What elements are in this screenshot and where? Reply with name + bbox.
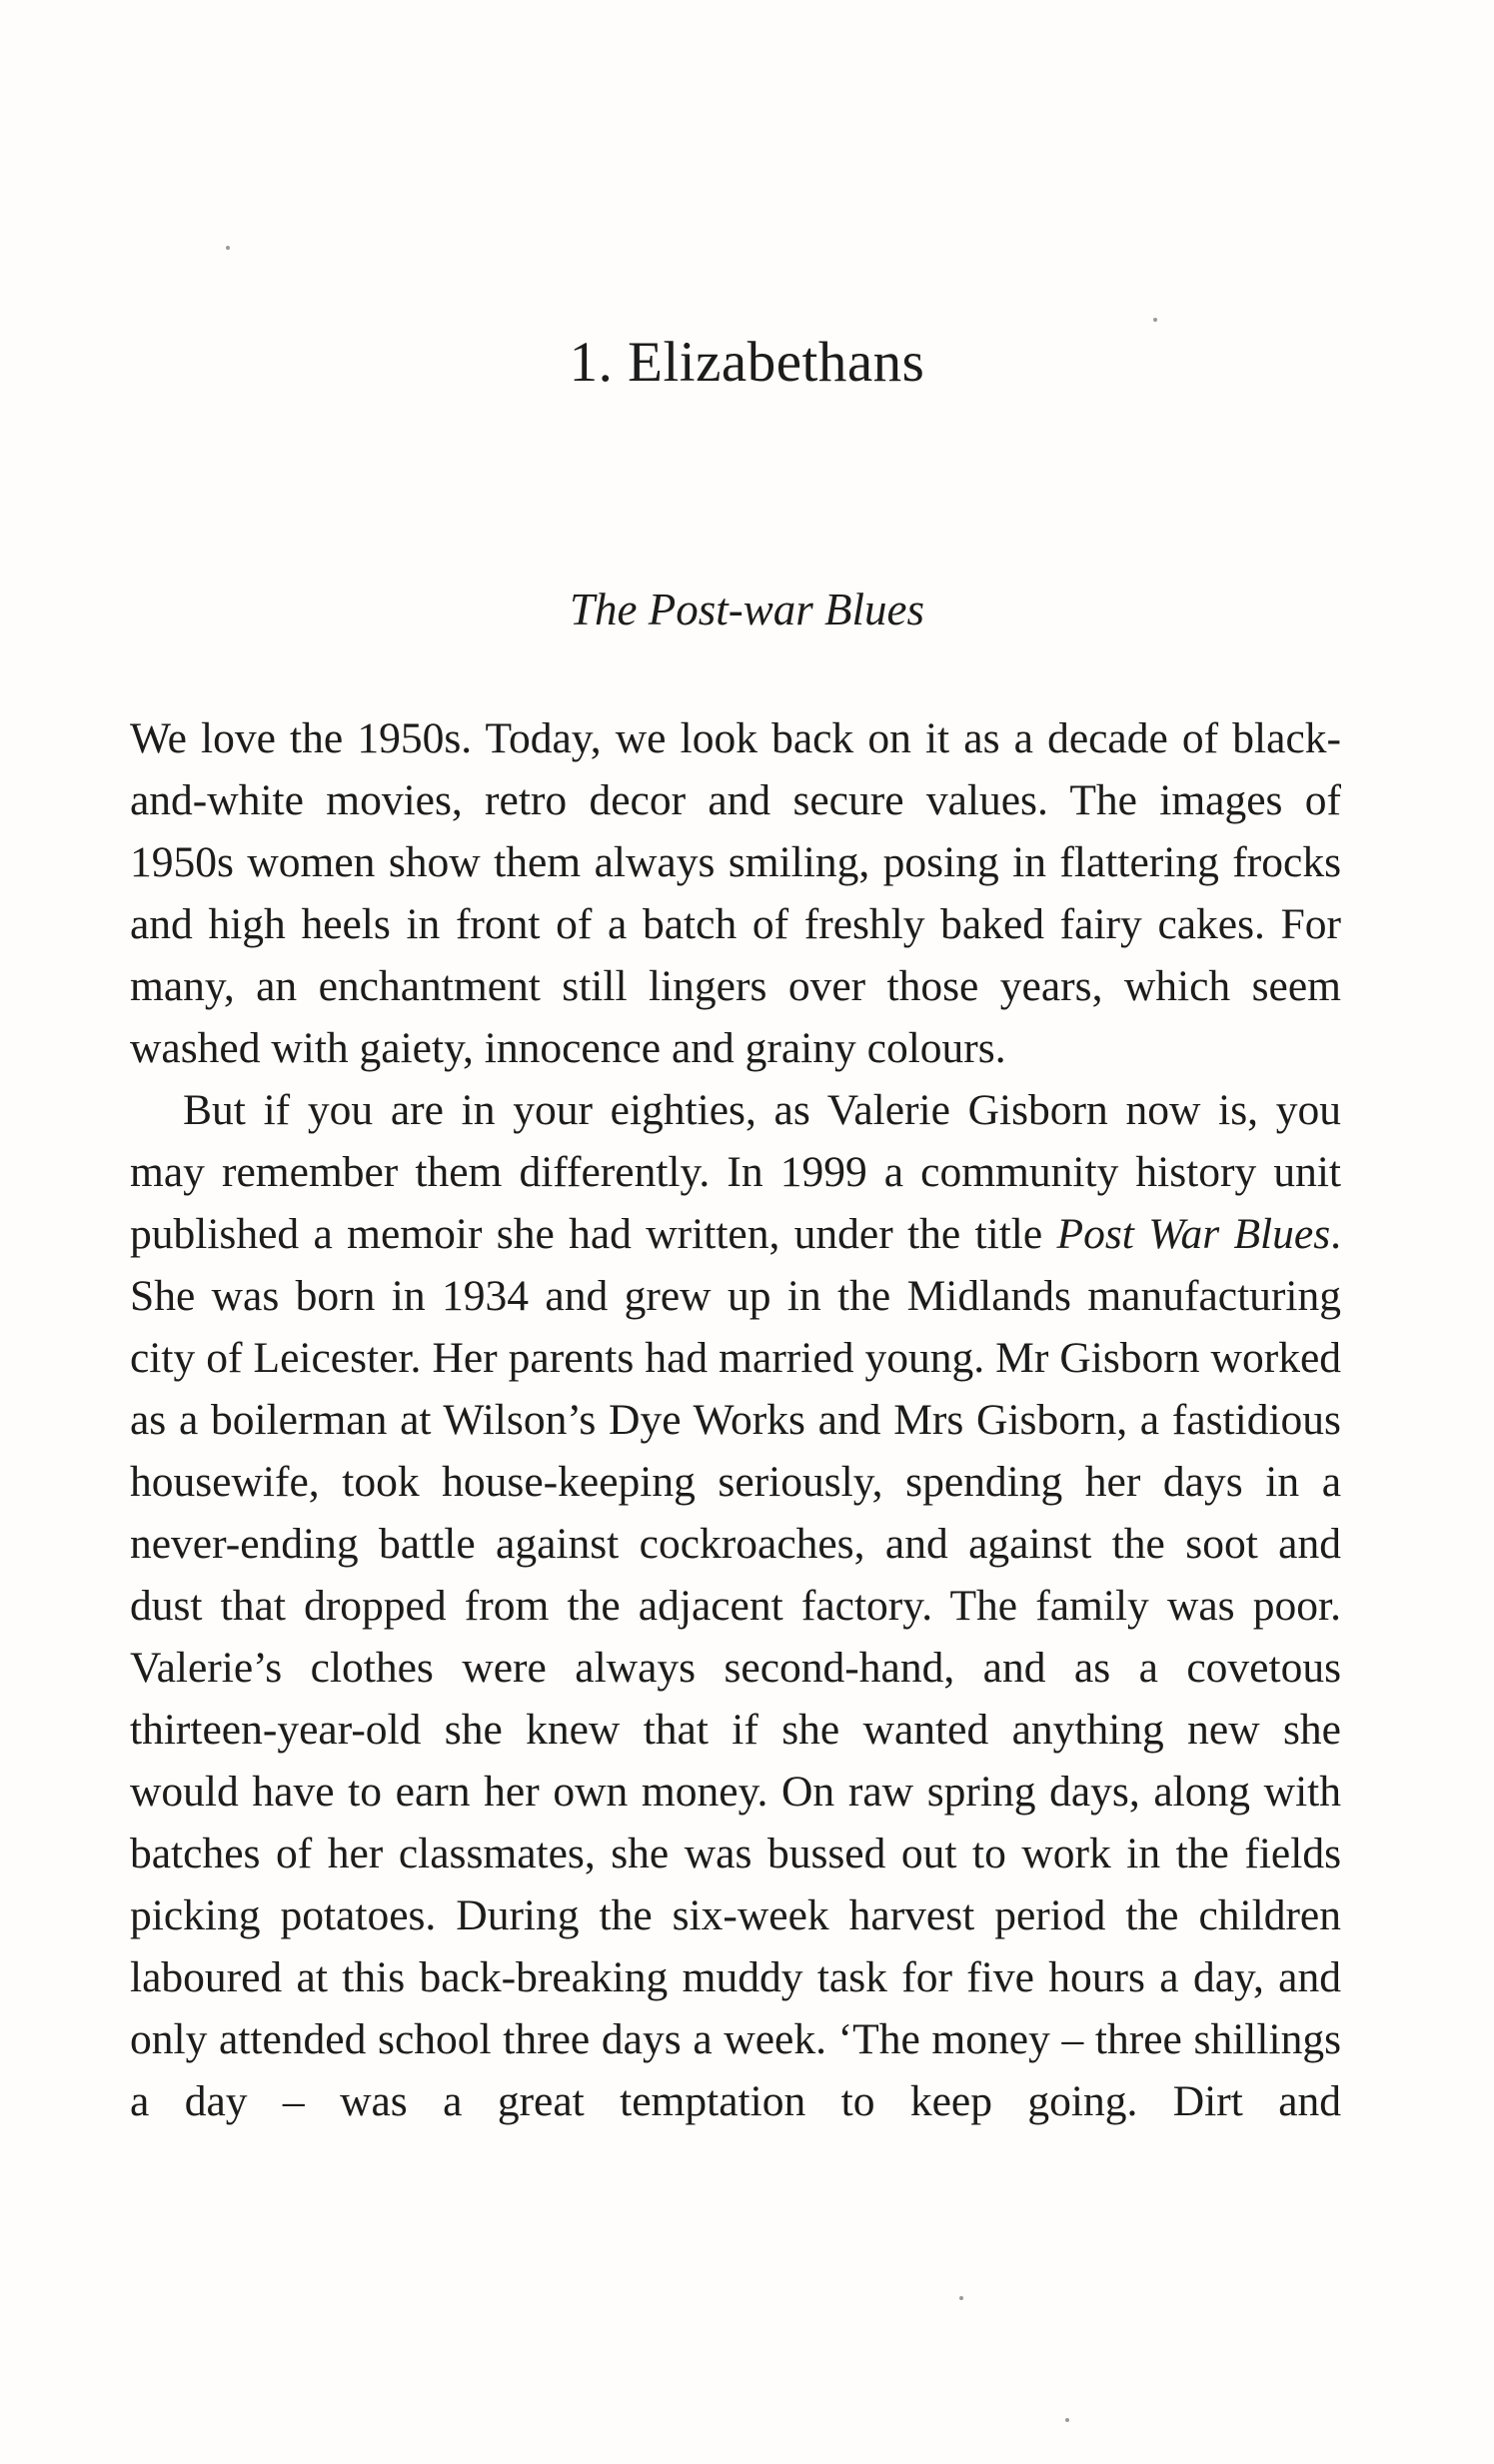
paragraph-2-text-start: But if you are in your eighties, as Valerie Gisborn now is, you may remember them differently. In 1999 a community history unit published a memoir she had written, under the title (130, 1086, 1341, 1258)
scan-speck (226, 246, 230, 250)
scan-speck (959, 2296, 963, 2300)
chapter-title: 1. Elizabethans (569, 331, 925, 394)
book-title-italic: Post War Blues (1056, 1210, 1331, 1258)
paragraph-2 (130, 1079, 1341, 2132)
paragraph-2-text-end: . She was born in 1934 and grew up in the Midlands manufacturing city of Leicester. Her parents had married young. Mr Gisborn worked as a boilerman at Wilson’s Dye Works and Mrs Gisborn, a fastidious housewife, took house-keeping seriously, spending her days in a never-ending battle against cockroaches, and against the soot and dust that dropped from the adjacent factory. The family was poor. Valerie’s clothes were always second-hand, and as a covetous thirteen-year-old she knew that if she wanted anything new she would have to earn her own money. On raw spring days, along with batches of her classmates, she was bussed out to work in the fields picking potatoes. During the six-week harvest period the children laboured at this back-breaking muddy task for five hours a day, and only attended school three days a week. ‘The money – three shillings a day – was a great temptation to keep going. Dirt and (130, 1210, 1342, 2125)
scan-speck (1153, 318, 1157, 322)
body-text (130, 707, 1341, 2132)
scan-speck (1065, 2418, 1069, 2422)
section-title: The Post-war Blues (570, 585, 924, 634)
paragraph-1: We love the 1950s. Today, we look back on it as a decade of black-and-white movies, retro decor and secure values. The images of 1950s women show them always smiling, posing in flattering frocks and high heels in front of a batch of freshly baked fairy cakes. For many, an enchantment still lingers over those years, which seem washed with gaiety, innocence and grainy colours. (130, 714, 1341, 1072)
